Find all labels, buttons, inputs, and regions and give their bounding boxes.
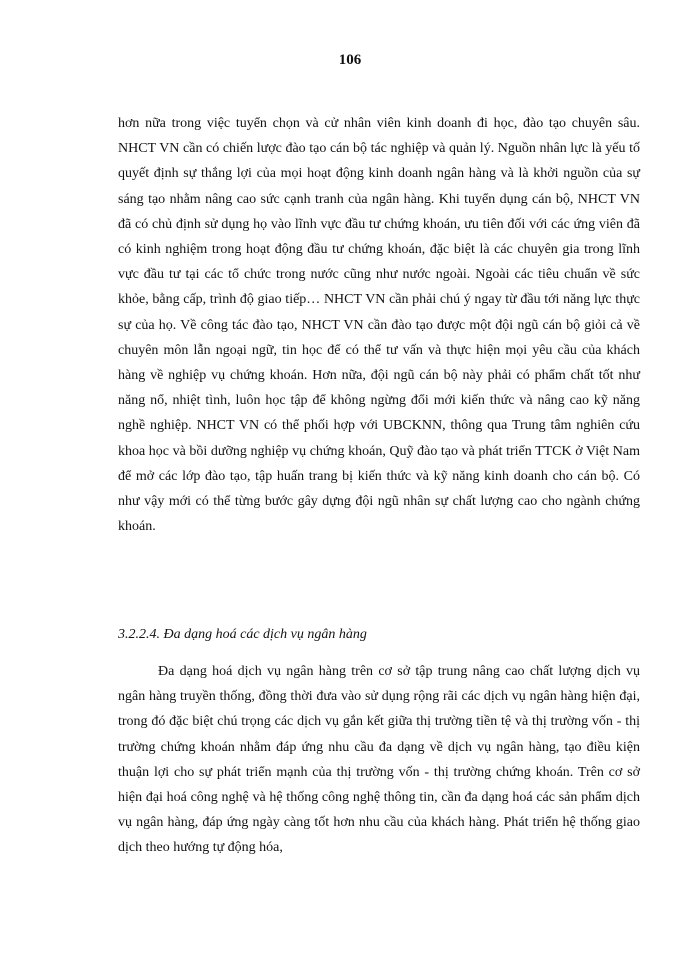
- body-paragraph-2: Đa dạng hoá dịch vụ ngân hàng trên cơ sở tập trung nâng cao chất lượng dịch vụ ngân hàng truyền thống, đồng thời đưa vào sử dụng rộng rãi các dịch vụ ngân hàng hiện đại, trong đó đặc biệt chú trọng các dịch vụ gắn kết giữa thị trường tiền tệ và thị trường vốn - thị trường chứng khoán nhằm đáp ứng nhu cầu đa dạng về dịch vụ ngân hàng, tạo điều kiện thuận lợi cho sự phát triển mạnh của thị trường vốn - thị trường chứng khoán. Trên cơ sở hiện đại hoá công nghệ và hệ thống công nghệ thông tin, cần đa dạng hoá các sản phẩm dịch vụ ngân hàng, đáp ứng ngày càng tốt hơn nhu cầu của khách hàng. Phát triển hệ thống giao dịch theo hướng tự động hóa,: [118, 664, 640, 856]
- page-number: 106: [338, 52, 362, 68]
- section-heading: 3.2.2.4. Đa dạng hoá các dịch vụ ngân hàng: [118, 627, 367, 642]
- body-paragraph-1: hơn nữa trong việc tuyển chọn và cử nhân viên kinh doanh đi học, đào tạo chuyên sâu. NHCT VN cần có chiến lược đào tạo cán bộ tác nghiệp và quản lý. Nguồn nhân lực là yếu tố quyết định sự thắng lợi của mọi hoạt động kinh doanh ngân hàng và là khởi nguồn của sự sáng tạo nhằm nâng cao sức cạnh tranh của ngân hàng. Khi tuyển dụng cán bộ, NHCT VN đã có chủ định sử dụng họ vào lĩnh vực đầu tư chứng khoán, ưu tiên đối với các ứng viên đã có kinh nghiệm trong hoạt động đầu tư chứng khoán, đặc biệt là các chuyên gia trong lĩnh vực đầu tư tại các tổ chức trong nước cũng như nước ngoài. Ngoài các tiêu chuẩn về sức khỏe, bằng cấp, trình độ giao tiếp… NHCT VN cần phải chú ý ngay từ đầu tới năng lực thực sự của họ. Về công tác đào tạo, NHCT VN cần đào tạo được một đội ngũ cán bộ giỏi cả về chuyên môn lẫn ngoại ngữ, tin học để có thể tư vấn và thực hiện mọi yêu cầu của khách hàng về nghiệp vụ chứng khoán. Hơn nữa, đội ngũ cán bộ này phải có phẩm chất tốt như năng nổ, nhiệt tình, luôn học tập để không ngừng đổi mới kiến thức và nâng cao kỹ năng nghề nghiệp. NHCT VN có thể phối hợp với UBCKNN, thông qua Trung tâm nghiên cứu khoa học và bồi dưỡng nghiệp vụ chứng khoán, Quỹ đào tạo và phát triển TTCK ở Việt Nam để mở các lớp đào tạo, tập huấn trang bị kiến thức và kỹ năng kinh doanh cho cán bộ. Có như vậy mới có thể từng bước gây dựng đội ngũ nhân sự chất lượng cao cho ngành chứng khoán.: [118, 116, 640, 535]
